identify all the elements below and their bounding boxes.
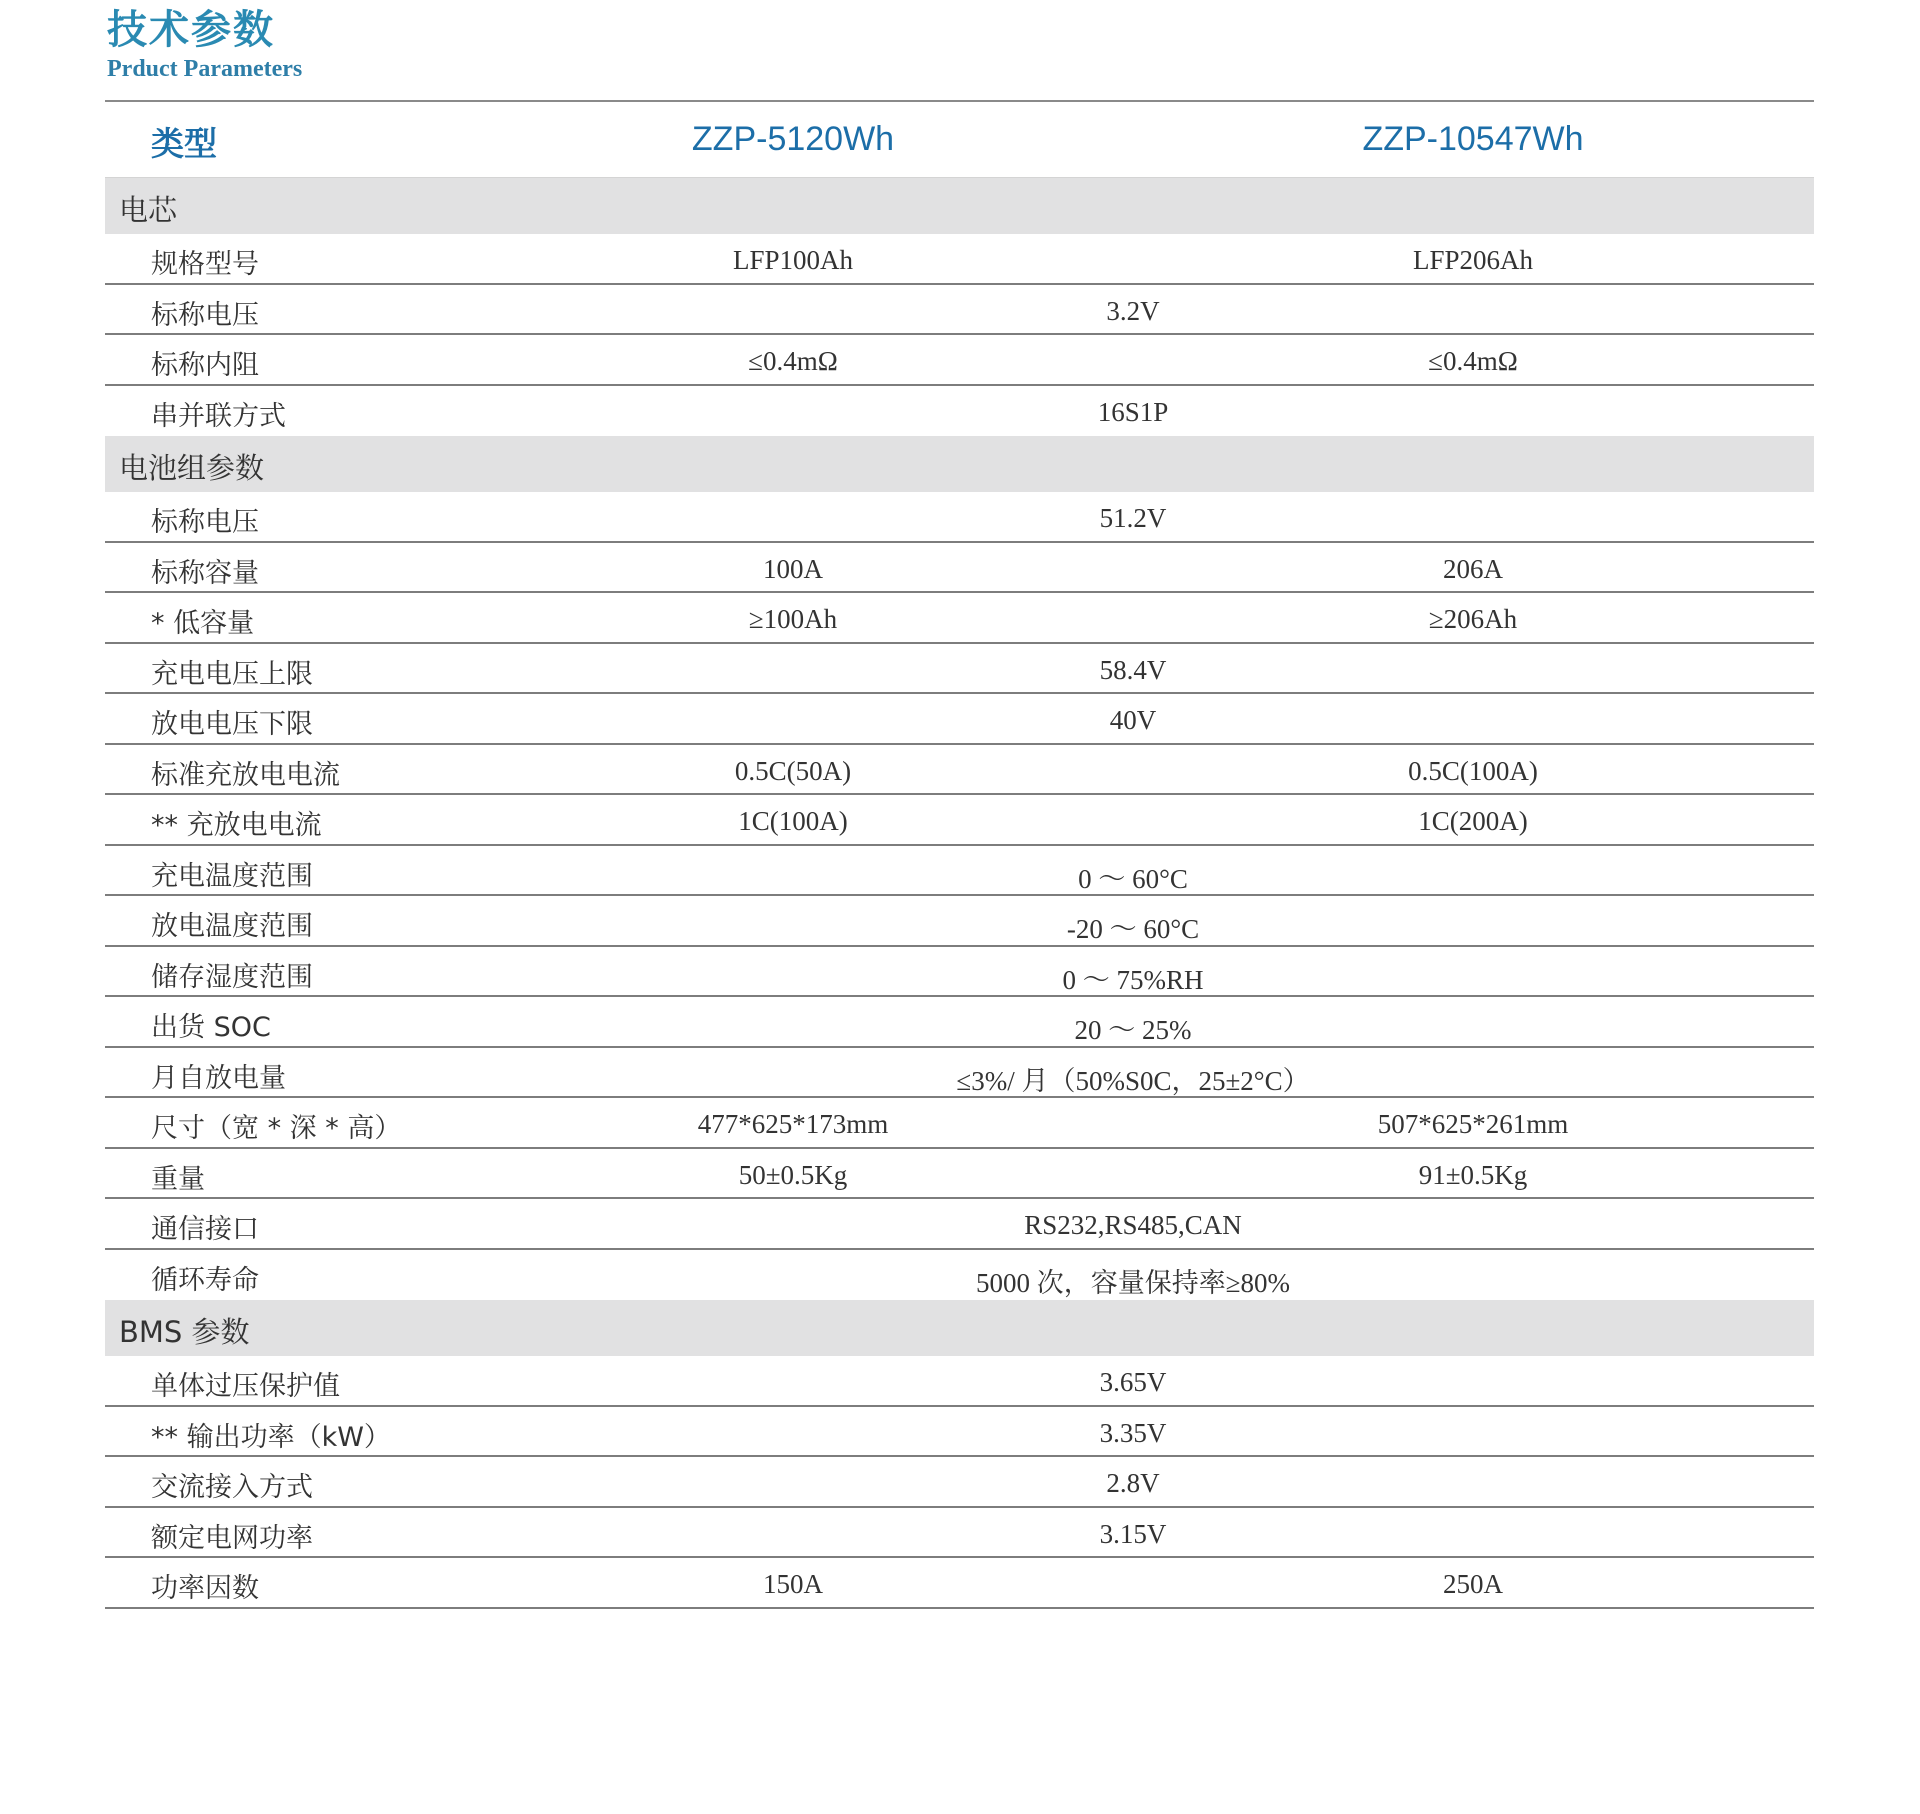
table-row [105, 1098, 1814, 1149]
row-label: 储存湿度范围 [151, 961, 313, 993]
table-row [105, 1407, 1814, 1458]
table-row [105, 644, 1814, 695]
row-label: 充电温度范围 [151, 860, 313, 892]
row-value-model-2: LFP206Ah [1412, 245, 1534, 275]
row-label: 功率因数 [151, 1573, 259, 1604]
row-label: 标称内阻 [151, 350, 259, 381]
table-row [105, 492, 1814, 543]
table-row [105, 593, 1814, 644]
row-value-model-2: 507*625*261mm [1377, 1109, 1569, 1139]
row-value-model-1: ≤0.4mΩ [748, 346, 838, 376]
row-value-merged: 3.2V [1106, 295, 1160, 326]
row-label: 放电温度范围 [151, 911, 313, 942]
row-label: 交流接入方式 [151, 1472, 313, 1503]
row-value-merged: 0 ～ 60°C [1078, 863, 1188, 894]
row-label: 通信接口 [151, 1214, 259, 1245]
table-row [105, 285, 1814, 336]
model-name-2: ZZP-10547Wh [1362, 120, 1584, 158]
row-value-merged: 16S1P [1097, 396, 1169, 427]
model-name-1: ZZP-5120Wh [691, 120, 895, 158]
row-value-model-1: ≥100Ah [748, 604, 838, 634]
section-title: BMS 参数 [119, 1315, 250, 1349]
table-row [105, 234, 1814, 285]
table-row [105, 335, 1814, 386]
row-label: 循环寿命 [151, 1264, 259, 1296]
row-label: ** 输出功率（kW） [151, 1421, 391, 1453]
row-value-model-2: 1C(200A) [1418, 806, 1528, 836]
row-label: ** 充放电电流 [151, 810, 322, 841]
spec-table [105, 102, 1814, 1609]
table-row [105, 896, 1814, 947]
row-label: 标称电压 [151, 299, 259, 331]
row-label: 重量 [151, 1163, 205, 1195]
row-value-model-1: 100A [763, 553, 823, 584]
page-header [107, 2, 302, 84]
table-row [105, 947, 1814, 998]
section-header [105, 1300, 1814, 1356]
row-value-model-2: 91±0.5Kg [1418, 1159, 1528, 1190]
table-row [105, 386, 1814, 437]
row-value-merged: 40V [1109, 705, 1157, 735]
row-value-model-1: 477*625*173mm [697, 1109, 889, 1139]
row-label: 额定电网功率 [151, 1522, 313, 1554]
table-row [105, 1250, 1814, 1301]
row-value-merged: 58.4V [1099, 654, 1167, 685]
row-label: 充电电压上限 [151, 658, 313, 690]
type-label: 类型 [151, 124, 217, 163]
row-label: 放电电压下限 [151, 709, 313, 740]
row-value-merged: 3.15V [1099, 1518, 1167, 1549]
row-label: 规格型号 [151, 249, 259, 280]
row-label: 标准充放电电流 [151, 759, 340, 791]
table-row [105, 1149, 1814, 1200]
table-header-row [105, 102, 1814, 178]
table-row [105, 1558, 1814, 1609]
row-value-merged: 20 ～ 25% [1074, 1015, 1192, 1045]
section-header [105, 436, 1814, 492]
row-value-merged: -20 ～ 60°C [1066, 914, 1200, 944]
row-value-model-1: LFP100Ah [732, 245, 854, 275]
row-value-model-2: 250A [1443, 1569, 1503, 1599]
row-label: 尺寸（宽 * 深 * 高） [151, 1113, 402, 1144]
table-row [105, 543, 1814, 594]
row-label: 出货 SOC [151, 1012, 271, 1043]
section-title: 电芯 [119, 193, 178, 227]
row-value-merged: 51.2V [1099, 503, 1167, 533]
row-value-model-2: ≥206Ah [1428, 604, 1518, 634]
row-value-merged: 3.65V [1099, 1367, 1167, 1397]
row-value-merged: 5000 次，容量保持率≥80% [975, 1267, 1291, 1298]
row-value-model-1: 1C(100A) [738, 806, 848, 836]
row-value-merged: 0 ～ 75%RH [1062, 964, 1204, 995]
row-label: 标称电压 [151, 507, 259, 538]
table-row [105, 1508, 1814, 1559]
section-title: 电池组参数 [119, 451, 265, 485]
table-row [105, 1356, 1814, 1407]
row-label: 串并联方式 [151, 400, 286, 432]
table-row [105, 1199, 1814, 1250]
row-label: 单体过压保护值 [151, 1371, 340, 1402]
row-value-merged: 3.35V [1099, 1417, 1167, 1448]
table-row [105, 795, 1814, 846]
row-label: 月自放电量 [151, 1062, 286, 1094]
row-value-model-2: 206A [1443, 553, 1503, 584]
row-value-model-1: 0.5C(50A) [734, 755, 852, 786]
page-subtitle: Prduct Parameters [107, 56, 303, 82]
table-row [105, 745, 1814, 796]
row-value-merged: 2.8V [1106, 1468, 1160, 1498]
section-header [105, 178, 1814, 234]
page-title: 技术参数 [107, 7, 275, 53]
table-row [105, 846, 1814, 897]
table-row [105, 1457, 1814, 1508]
row-value-model-2: 0.5C(100A) [1408, 755, 1538, 786]
row-value-merged: RS232,RS485,CAN [1024, 1210, 1242, 1240]
row-label: 标称容量 [151, 557, 259, 589]
table-row [105, 1048, 1814, 1099]
table-row [105, 694, 1814, 745]
row-label: * 低容量 [151, 608, 255, 639]
row-value-model-1: 50±0.5Kg [738, 1159, 848, 1190]
row-value-merged: ≤3%/ 月（50%S0C，25±2°C） [956, 1065, 1310, 1096]
table-row [105, 997, 1814, 1048]
row-value-model-2: ≤0.4mΩ [1428, 346, 1518, 376]
row-value-model-1: 150A [763, 1569, 823, 1599]
